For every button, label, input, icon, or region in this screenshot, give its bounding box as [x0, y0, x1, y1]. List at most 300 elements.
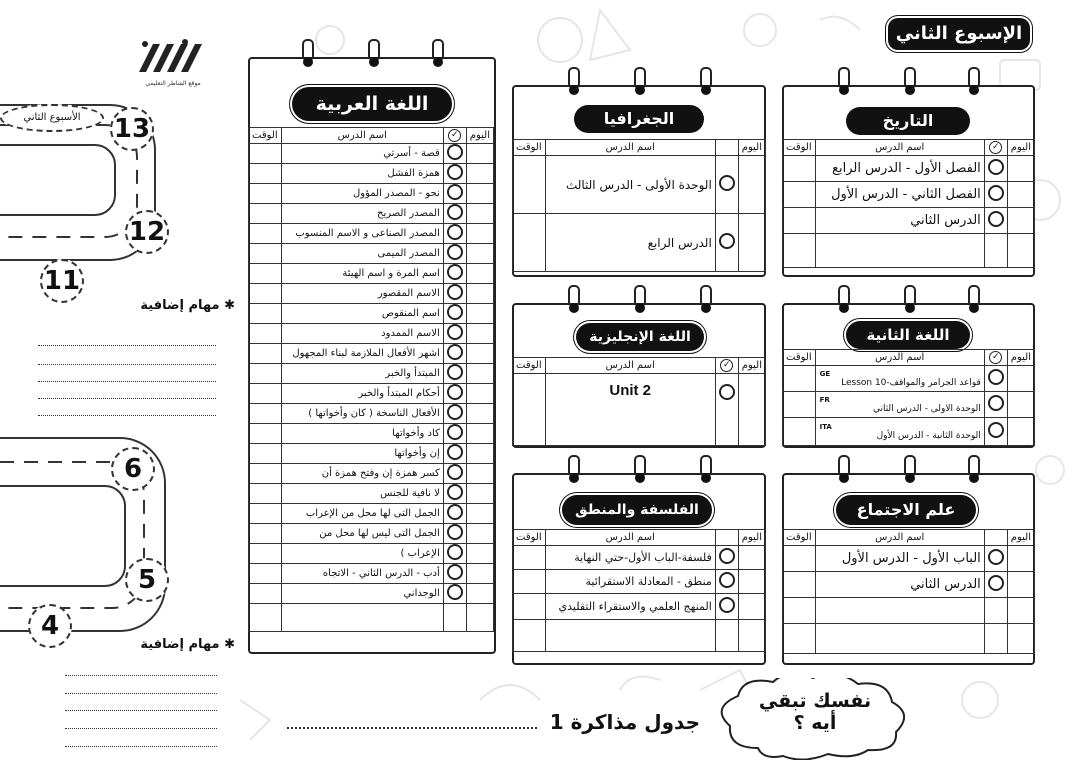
check-cell[interactable]: [443, 464, 466, 484]
time-cell[interactable]: [783, 366, 816, 392]
sociology-table: [782, 529, 1035, 654]
lesson-cell: الدرس الثاني: [815, 572, 984, 598]
time-header: الوقت: [249, 128, 282, 144]
check-circle[interactable]: [988, 575, 1004, 591]
check-cell[interactable]: [715, 620, 738, 652]
task-line[interactable]: [65, 675, 217, 676]
check-cell[interactable]: [984, 572, 1007, 598]
language-tag: GE: [819, 369, 831, 378]
time-cell[interactable]: [249, 164, 282, 184]
day-cell[interactable]: [466, 444, 493, 464]
lesson-header: اسم الدرس: [281, 128, 443, 144]
check-cell[interactable]: [984, 624, 1007, 654]
check-cell[interactable]: [984, 156, 1007, 182]
day-cell[interactable]: [1007, 572, 1034, 598]
binder-rings: [250, 39, 494, 69]
lesson-cell: الإعراب ): [281, 544, 443, 564]
day-cell[interactable]: [1007, 182, 1034, 208]
check-circle[interactable]: [447, 424, 463, 440]
lesson-cell: اسم المنقوص: [281, 304, 443, 324]
footer-title-number: 1: [549, 710, 564, 734]
time-header: الوقت: [783, 350, 816, 366]
check-circle[interactable]: [447, 364, 463, 380]
time-cell[interactable]: [513, 620, 546, 652]
check-icon: ✓: [989, 351, 1002, 364]
day-cell[interactable]: [738, 374, 765, 446]
footer-title: [280, 710, 700, 734]
check-circle[interactable]: [988, 185, 1004, 201]
time-cell[interactable]: [249, 444, 282, 464]
check-circle[interactable]: [447, 504, 463, 520]
day-cell[interactable]: [1007, 598, 1034, 624]
check-circle[interactable]: [988, 395, 1004, 411]
language-tag: FR: [819, 395, 830, 404]
cloud-text: [740, 690, 890, 734]
check-cell[interactable]: [443, 424, 466, 444]
time-header: الوقت: [513, 358, 546, 374]
time-cell[interactable]: [249, 424, 282, 444]
lesson-header: اسم الدرس: [545, 140, 715, 156]
extra-tasks-heading-top: [110, 298, 235, 313]
check-circle[interactable]: [447, 164, 463, 180]
day-cell[interactable]: [466, 264, 493, 284]
road-number-5: 5: [125, 558, 169, 602]
check-cell[interactable]: [715, 156, 738, 214]
task-line[interactable]: [38, 364, 216, 365]
time-cell[interactable]: [249, 224, 282, 244]
sociology-card: [782, 473, 1035, 665]
time-cell[interactable]: [249, 524, 282, 544]
binder-rings: [784, 285, 1033, 315]
table-row: [249, 164, 494, 184]
check-circle[interactable]: [447, 584, 463, 600]
day-cell[interactable]: [466, 204, 493, 224]
check-cell[interactable]: [443, 444, 466, 464]
road-badge: [0, 104, 104, 132]
day-header: اليوم: [738, 530, 765, 546]
day-cell[interactable]: [466, 304, 493, 324]
check-cell[interactable]: [984, 392, 1007, 418]
lesson-cell: أدب - الدرس الثاني - الاتجاه: [281, 564, 443, 584]
time-cell[interactable]: [249, 244, 282, 264]
lesson-cell[interactable]: [815, 624, 984, 654]
binder-rings: [784, 455, 1033, 485]
arabic-title: اللغة العربية: [292, 87, 452, 121]
table-row: [249, 484, 494, 504]
lesson-cell: كسر همزة إن وفتح همزة أن: [281, 464, 443, 484]
task-line[interactable]: [65, 728, 217, 729]
time-cell[interactable]: [249, 604, 282, 632]
time-cell[interactable]: [783, 572, 816, 598]
day-cell[interactable]: [738, 546, 765, 570]
check-cell[interactable]: [443, 184, 466, 204]
day-cell[interactable]: [466, 544, 493, 564]
check-cell[interactable]: [984, 208, 1007, 234]
check-circle[interactable]: [447, 304, 463, 320]
day-cell[interactable]: [466, 144, 493, 164]
task-line[interactable]: [65, 693, 217, 694]
table-row: [249, 284, 494, 304]
time-cell[interactable]: [513, 156, 546, 214]
check-circle[interactable]: [719, 572, 735, 588]
time-cell[interactable]: [783, 182, 816, 208]
road-number-12: 12: [125, 210, 169, 254]
check-cell[interactable]: [715, 594, 738, 620]
check-icon: ✓: [989, 141, 1002, 154]
time-cell[interactable]: [249, 404, 282, 424]
check-cell[interactable]: [443, 164, 466, 184]
check-cell[interactable]: [443, 484, 466, 504]
bullet-icon: ✱: [219, 298, 235, 313]
check-circle[interactable]: [447, 224, 463, 240]
lesson-cell: لا نافية للجنس: [281, 484, 443, 504]
check-cell[interactable]: [443, 344, 466, 364]
lesson-cell: [815, 418, 984, 446]
day-cell[interactable]: [1007, 366, 1034, 392]
history-title: التاريخ: [846, 107, 970, 135]
logo-mark-icon: [133, 36, 213, 76]
time-cell[interactable]: [783, 598, 816, 624]
lesson-cell: المبتدأ والخبر: [281, 364, 443, 384]
check-cell[interactable]: [443, 404, 466, 424]
lesson-cell: المنهج العلمي والاستقراء التقليدي: [545, 594, 715, 620]
day-cell[interactable]: [466, 404, 493, 424]
time-cell[interactable]: [249, 544, 282, 564]
check-cell[interactable]: [443, 584, 466, 604]
check-circle[interactable]: [988, 159, 1004, 175]
time-cell[interactable]: [249, 324, 282, 344]
day-cell[interactable]: [738, 570, 765, 594]
table-row: [249, 444, 494, 464]
check-circle[interactable]: [447, 564, 463, 580]
check-header: [715, 358, 738, 374]
check-cell[interactable]: [715, 570, 738, 594]
check-cell[interactable]: [443, 224, 466, 244]
check-circle[interactable]: [719, 233, 735, 249]
road-number-4: 4: [28, 604, 72, 648]
table-row: [249, 524, 494, 544]
check-circle[interactable]: [719, 175, 735, 191]
day-cell[interactable]: [466, 464, 493, 484]
road-number-11: 11: [40, 259, 84, 303]
table-row: [249, 504, 494, 524]
day-cell[interactable]: [738, 620, 765, 652]
check-circle[interactable]: [447, 544, 463, 560]
road-number-13: 13: [110, 107, 154, 151]
day-cell[interactable]: [738, 214, 765, 272]
check-circle[interactable]: [447, 244, 463, 260]
time-cell[interactable]: [249, 184, 282, 204]
geography-table: [512, 139, 766, 272]
day-cell[interactable]: [466, 184, 493, 204]
task-line[interactable]: [38, 398, 216, 399]
check-cell[interactable]: [984, 598, 1007, 624]
lesson-cell: الفصل الأول - الدرس الرابع: [815, 156, 984, 182]
extra-tasks-label: مهام إضافية: [140, 637, 220, 652]
philosophy-table: [512, 529, 766, 652]
day-header: اليوم: [738, 140, 765, 156]
day-header: اليوم: [1007, 530, 1034, 546]
logo-caption: موقع الشاطر التعليمي: [145, 80, 201, 87]
lesson-cell: الاسم المقصور: [281, 284, 443, 304]
check-cell[interactable]: [443, 304, 466, 324]
philosophy-card: [512, 473, 766, 665]
check-cell[interactable]: [984, 546, 1007, 572]
check-circle[interactable]: [719, 597, 735, 613]
check-header: [984, 530, 1007, 546]
day-cell[interactable]: [738, 156, 765, 214]
check-cell[interactable]: [443, 284, 466, 304]
second-language-card: [782, 303, 1035, 448]
check-circle[interactable]: [447, 484, 463, 500]
binder-rings: [514, 455, 764, 485]
day-cell[interactable]: [466, 224, 493, 244]
day-header: اليوم: [738, 358, 765, 374]
check-circle[interactable]: [447, 344, 463, 360]
day-cell[interactable]: [466, 504, 493, 524]
lesson-cell: فلسفة-الباب الأول-حتي النهاية: [545, 546, 715, 570]
geography-card: [512, 85, 766, 277]
time-cell[interactable]: [249, 504, 282, 524]
english-card: [512, 303, 766, 448]
lesson-cell[interactable]: [815, 234, 984, 268]
check-cell[interactable]: [984, 418, 1007, 446]
lesson-text: قواعد الجرامر والمواقف-Lesson 10: [841, 377, 981, 388]
check-circle[interactable]: [447, 404, 463, 420]
footer-dotted-line[interactable]: [287, 727, 537, 729]
check-circle[interactable]: [447, 524, 463, 540]
check-circle[interactable]: [447, 184, 463, 200]
day-cell[interactable]: [466, 344, 493, 364]
check-cell[interactable]: [443, 264, 466, 284]
table-row: [249, 424, 494, 444]
time-cell[interactable]: [249, 484, 282, 504]
history-card: [782, 85, 1035, 277]
check-cell[interactable]: [443, 504, 466, 524]
check-circle[interactable]: [719, 548, 735, 564]
check-cell[interactable]: [443, 244, 466, 264]
binder-rings: [514, 67, 764, 97]
check-cell[interactable]: [443, 564, 466, 584]
day-cell[interactable]: [466, 564, 493, 584]
lesson-header: اسم الدرس: [545, 358, 715, 374]
time-cell[interactable]: [783, 624, 816, 654]
extra-tasks-heading-bottom: [110, 637, 235, 652]
lesson-cell: المصدر الصناعى و الاسم المنسوب: [281, 224, 443, 244]
check-cell[interactable]: [984, 182, 1007, 208]
time-cell[interactable]: [783, 156, 816, 182]
time-cell[interactable]: [783, 234, 816, 268]
table-row: [249, 544, 494, 564]
lesson-cell: قصة - أسرتي: [281, 144, 443, 164]
check-cell[interactable]: [443, 364, 466, 384]
lesson-cell: [815, 366, 984, 392]
table-row: [249, 244, 494, 264]
english-table: [512, 357, 766, 446]
site-logo: [133, 36, 213, 92]
table-row: [249, 464, 494, 484]
check-cell[interactable]: [715, 214, 738, 272]
time-cell[interactable]: [249, 144, 282, 164]
lesson-cell: الاسم الممدود: [281, 324, 443, 344]
time-cell[interactable]: [249, 364, 282, 384]
day-cell[interactable]: [466, 604, 493, 632]
lesson-cell[interactable]: [545, 620, 715, 652]
lesson-cell: الفصل الثاني - الدرس الأول: [815, 182, 984, 208]
check-circle[interactable]: [988, 549, 1004, 565]
lesson-cell: Unit 2: [545, 374, 715, 446]
check-cell[interactable]: [443, 524, 466, 544]
time-cell[interactable]: [513, 594, 546, 620]
day-cell[interactable]: [1007, 546, 1034, 572]
table-row: [249, 384, 494, 404]
lesson-cell: المصدر الصريح: [281, 204, 443, 224]
check-cell[interactable]: [715, 374, 738, 446]
arabic-card: [248, 57, 496, 654]
time-cell[interactable]: [249, 344, 282, 364]
time-cell[interactable]: [249, 304, 282, 324]
philosophy-title: الفلسفة والمنطق: [562, 495, 712, 525]
time-header: الوقت: [783, 140, 816, 156]
time-cell[interactable]: [249, 564, 282, 584]
day-cell[interactable]: [1007, 156, 1034, 182]
day-cell[interactable]: [466, 524, 493, 544]
lesson-cell[interactable]: [281, 604, 443, 632]
check-header: [715, 140, 738, 156]
check-circle[interactable]: [447, 324, 463, 340]
lesson-cell: أحكام المبتدأ والخبر: [281, 384, 443, 404]
binder-rings: [514, 285, 764, 315]
day-cell[interactable]: [1007, 418, 1034, 446]
lesson-cell: إن وأخواتها: [281, 444, 443, 464]
day-header: اليوم: [1007, 350, 1034, 366]
check-circle[interactable]: [988, 369, 1004, 385]
time-cell[interactable]: [249, 464, 282, 484]
check-circle[interactable]: [719, 384, 735, 400]
check-circle[interactable]: [988, 422, 1004, 438]
day-cell[interactable]: [466, 424, 493, 444]
footer-title-text: جدول مذاكرة: [570, 710, 700, 734]
time-cell[interactable]: [513, 546, 546, 570]
check-cell[interactable]: [715, 546, 738, 570]
day-cell[interactable]: [466, 244, 493, 264]
language-tag: ITA: [819, 422, 832, 431]
check-circle[interactable]: [447, 444, 463, 460]
lesson-text: الوحدة الاولى - الدرس الثاني: [872, 403, 981, 414]
week-title: الإسبوع الثاني: [888, 18, 1030, 50]
table-row: [249, 144, 494, 164]
day-cell[interactable]: [1007, 234, 1034, 268]
time-cell[interactable]: [249, 284, 282, 304]
check-icon: ✓: [448, 129, 461, 142]
check-circle[interactable]: [447, 144, 463, 160]
time-cell[interactable]: [249, 584, 282, 604]
check-cell[interactable]: [984, 366, 1007, 392]
day-cell[interactable]: [466, 364, 493, 384]
lesson-cell: همزة الفشل: [281, 164, 443, 184]
lesson-cell: منطق - المعادلة الاستقرائية: [545, 570, 715, 594]
day-cell[interactable]: [466, 164, 493, 184]
time-cell[interactable]: [513, 374, 546, 446]
day-cell[interactable]: [738, 594, 765, 620]
road-number-6: 6: [111, 447, 155, 491]
lesson-header: اسم الدرس: [815, 350, 984, 366]
check-cell[interactable]: [443, 144, 466, 164]
check-circle[interactable]: [447, 284, 463, 300]
day-cell[interactable]: [1007, 208, 1034, 234]
time-cell[interactable]: [513, 570, 546, 594]
lesson-header: اسم الدرس: [545, 530, 715, 546]
lesson-cell: [815, 392, 984, 418]
check-circle[interactable]: [447, 264, 463, 280]
check-header: [984, 140, 1007, 156]
extra-tasks-label: مهام إضافية: [140, 298, 220, 313]
time-cell[interactable]: [783, 392, 816, 418]
task-line[interactable]: [38, 381, 216, 382]
history-table: [782, 139, 1035, 268]
bullet-icon: ✱: [219, 637, 235, 652]
day-header: اليوم: [466, 128, 493, 144]
check-cell[interactable]: [443, 604, 466, 632]
task-line[interactable]: [65, 746, 217, 747]
table-row: [249, 324, 494, 344]
task-line[interactable]: [38, 415, 216, 416]
day-cell[interactable]: [1007, 624, 1034, 654]
time-cell[interactable]: [249, 204, 282, 224]
check-circle[interactable]: [447, 384, 463, 400]
task-line[interactable]: [65, 710, 217, 711]
lesson-cell: نحو - المصدر المؤول: [281, 184, 443, 204]
check-cell[interactable]: [443, 544, 466, 564]
check-cell[interactable]: [443, 324, 466, 344]
day-cell[interactable]: [466, 384, 493, 404]
lesson-cell: المصدر الميمى: [281, 244, 443, 264]
time-cell[interactable]: [783, 546, 816, 572]
task-line[interactable]: [38, 345, 216, 346]
check-header: [715, 530, 738, 546]
time-cell[interactable]: [783, 208, 816, 234]
time-cell[interactable]: [249, 264, 282, 284]
check-circle[interactable]: [447, 464, 463, 480]
day-cell[interactable]: [466, 284, 493, 304]
table-row: [249, 304, 494, 324]
day-cell[interactable]: [466, 324, 493, 344]
lesson-cell[interactable]: [815, 598, 984, 624]
cloud-text-line1: نفسك تبقي: [758, 690, 872, 712]
check-circle[interactable]: [447, 204, 463, 220]
arabic-table: [248, 127, 494, 632]
time-cell[interactable]: [249, 384, 282, 404]
day-cell[interactable]: [466, 584, 493, 604]
table-row: [249, 184, 494, 204]
time-cell[interactable]: [513, 214, 546, 272]
time-cell[interactable]: [783, 418, 816, 446]
cloud-text-line2: أيه ؟: [793, 712, 837, 734]
check-cell[interactable]: [443, 204, 466, 224]
english-title: اللغة الإنجليزية: [576, 323, 704, 351]
lesson-cell: الباب الأول - الدرس الأول: [815, 546, 984, 572]
day-cell[interactable]: [466, 484, 493, 504]
day-header: اليوم: [1007, 140, 1034, 156]
check-cell[interactable]: [984, 234, 1007, 268]
second-language-title: اللغة الثانية: [846, 321, 970, 349]
table-row: [249, 264, 494, 284]
day-cell[interactable]: [1007, 392, 1034, 418]
check-cell[interactable]: [443, 384, 466, 404]
lesson-cell: الجمل التى لها محل من الإعراب: [281, 504, 443, 524]
table-row: [249, 604, 494, 632]
check-circle[interactable]: [988, 211, 1004, 227]
